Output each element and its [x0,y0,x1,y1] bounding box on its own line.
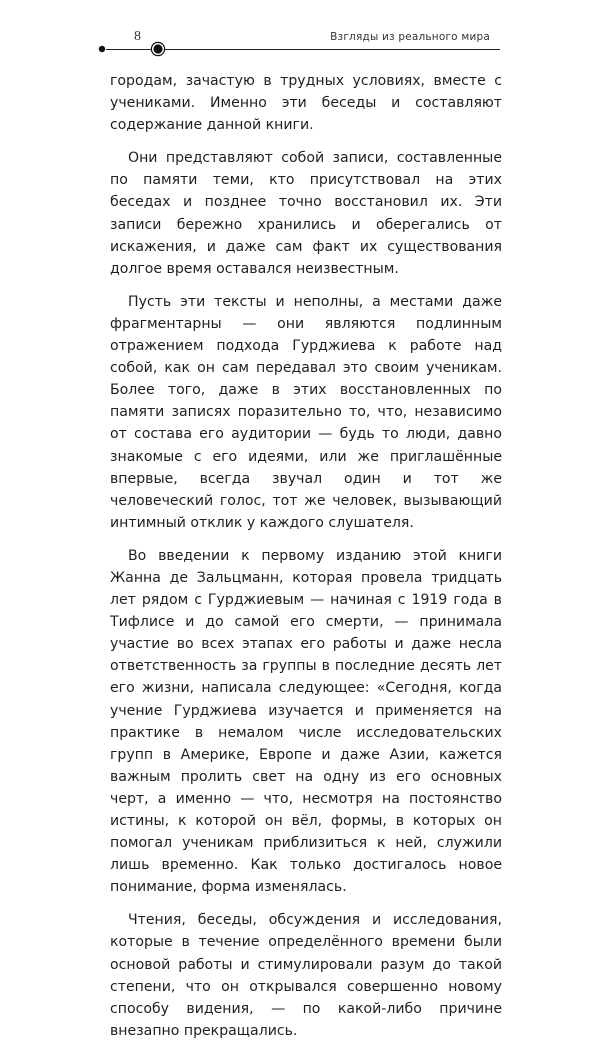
running-title: Взгляды из реального мира [330,31,490,43]
header-rule-ornament-icon [150,41,166,57]
paragraph: Во введении к первому изданию этой книги Жанна де Зальцманн, которая провела тридцать лет рядом с Гурджиевым — начиная с 1919 года в Тифлисе и до самой его смерти, — принимала участие во всех этапах его работы и даже несла ответственность за группы в последние десять лет его жизни, написала следующее: «Сегодня, когда учение Гурджиева изучается и применяется на практике в немалом числе исследовательских групп в Америке, Европе и даже Азии, кажется важным пролить свет на одну из его основных черт, а именно — что, несмотря на постоянство истины, к которой он вёл, формы, в которых он помогал ученикам приблизиться к ней, служили лишь временно. Как только достигалось новое понимание, форма изменялась. [110,547,502,896]
body-text [110,70,502,1042]
page-number: 8 [134,29,141,44]
paragraph-continuation: городам, зачастую в трудных условиях, вместе с учениками. Именно эти беседы и составляют содержание данной книги. [110,73,502,134]
page-header [0,0,600,60]
paragraph: Они представляют собой записи, составленные по памяти теми, кто присутствовал на этих беседах и позднее точно восстановил их. Эти записи бережно хранились и оберегались от искажения, и даже сам факт их существования долгое время оставался неизвестным. [110,150,502,277]
paragraph: Пусть эти тексты и неполны, а местами даже фрагментарны — они являются подлинным отражением подхода Гурджиева к работе над собой, как он сам передавал это своим ученикам. Более того, даже в этих восстановленных по памяти записях поразительно то, что, независимо от состава его аудитории — будь то люди, давно знакомые с его идеями, или же приглашённые впервые, всегда звучал один и тот же человеческий голос, тот же человек, вызывающий интимный отклик у каждого слушателя. [110,293,502,531]
paragraph: Чтения, беседы, обсуждения и исследования, которые в течение определённого времени были основой работы и стимулировали разум до такой степени, что он открывался совершенно новому способу видения, — по какой-либо причине внезапно прекращались. [110,912,502,1039]
